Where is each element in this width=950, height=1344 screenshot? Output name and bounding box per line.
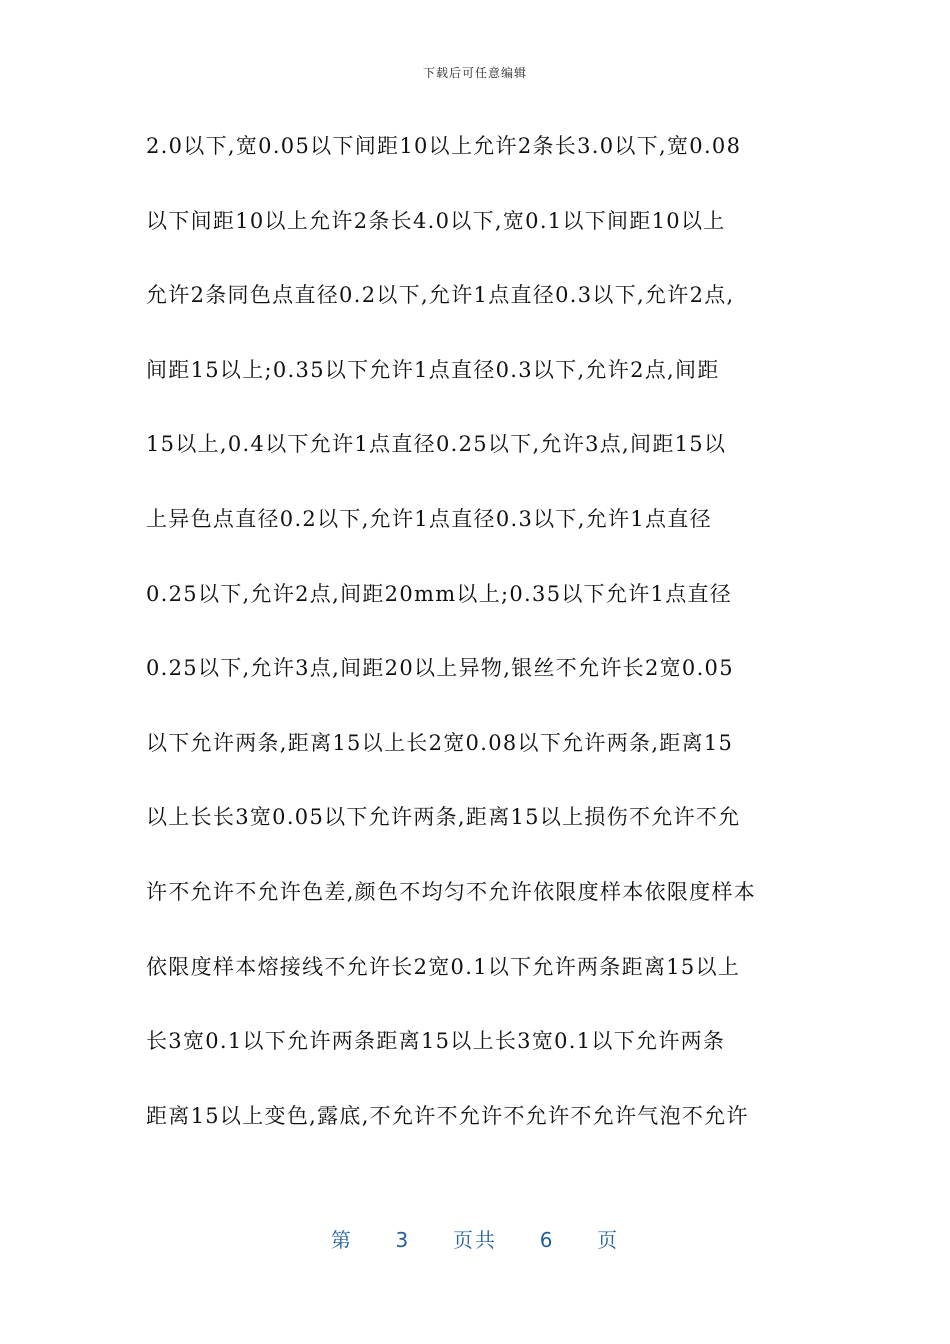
text-line: 0.25以下,允许3点,间距20以上异物,银丝不允许长2宽0.05 bbox=[146, 656, 734, 681]
text-line: 以上长长3宽0.05以下允许两条,距离15以上损伤不允许不允 bbox=[146, 805, 741, 830]
text-line: 以下间距10以上允许2条长4.0以下,宽0.1以下间距10以上 bbox=[146, 208, 726, 233]
body-text bbox=[146, 122, 826, 1166]
page-footer bbox=[0, 1224, 950, 1253]
text-line: 0.25以下,允许2点,间距20mm以上;0.35以下允许1点直径 bbox=[146, 581, 733, 606]
text-line: 上异色点直径0.2以下,允许1点直径0.3以下,允许1点直径 bbox=[146, 506, 712, 531]
header-note: 下载后可任意编辑 bbox=[422, 66, 527, 80]
footer-suffix: 页 bbox=[597, 1228, 620, 1252]
text-line: 15以上,0.4以下允许1点直径0.25以下,允许3点,间距15以 bbox=[146, 432, 727, 457]
text-line: 间距15以上;0.35以下允许1点直径0.3以下,允许2点,间距 bbox=[146, 357, 720, 382]
text-line: 允许2条同色点直径0.2以下,允许1点直径0.3以下,允许2点, bbox=[146, 283, 735, 308]
footer-prefix: 第 bbox=[330, 1228, 353, 1252]
total-pages-number: 6 bbox=[539, 1228, 555, 1252]
text-line: 距离15以上变色,露底,不允许不允许不允许不允许气泡不允许 bbox=[146, 1103, 749, 1128]
current-page-number: 3 bbox=[395, 1228, 411, 1252]
text-line: 依限度样本熔接线不允许长2宽0.1以下允许两条距离15以上 bbox=[146, 954, 741, 979]
text-line: 2.0以下,宽0.05以下间距10以上允许2条长3.0以下,宽0.08 bbox=[146, 134, 742, 158]
text-line: 许不允许不允许色差,颜色不均匀不允许依限度样本依限度样本 bbox=[146, 879, 757, 904]
text-line: 长3宽0.1以下允许两条距离15以上长3宽0.1以下允许两条 bbox=[146, 1029, 726, 1054]
text-line: 以下允许两条,距离15以上长2宽0.08以下允许两条,距离15 bbox=[146, 730, 734, 755]
footer-middle: 页共 bbox=[453, 1228, 497, 1252]
